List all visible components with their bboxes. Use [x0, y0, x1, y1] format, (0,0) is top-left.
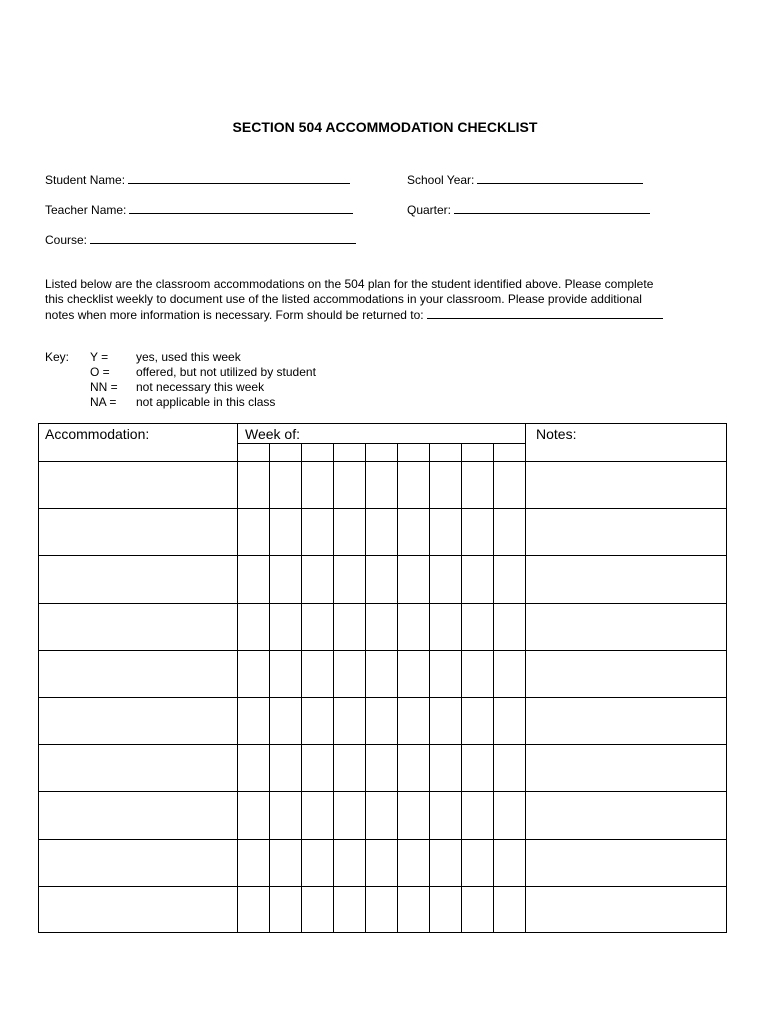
key-code: Y = — [90, 350, 109, 364]
accommodation-cell[interactable] — [39, 508, 237, 555]
week-check-cell[interactable] — [237, 508, 269, 555]
key-desc: offered, but not utilized by student — [136, 365, 316, 379]
week-check-cell[interactable] — [365, 744, 397, 791]
week-date-cell[interactable] — [301, 443, 333, 461]
week-check-cell[interactable] — [493, 603, 525, 650]
week-check-cell[interactable] — [333, 555, 365, 602]
week-check-cell[interactable] — [397, 697, 429, 744]
week-check-cell[interactable] — [365, 508, 397, 555]
week-check-cell[interactable] — [301, 461, 333, 508]
week-check-cell[interactable] — [429, 697, 461, 744]
week-check-cell[interactable] — [461, 886, 493, 933]
key-code: NN = — [90, 380, 118, 394]
quarter-line[interactable] — [454, 202, 650, 214]
week-check-cell[interactable] — [301, 603, 333, 650]
week-check-cell[interactable] — [333, 697, 365, 744]
week-check-cell[interactable] — [269, 886, 301, 933]
week-check-cell[interactable] — [461, 744, 493, 791]
instructions-line-1: Listed below are the classroom accommodations on the 504 plan for the student identified above. Please complete — [45, 277, 654, 291]
week-check-cell[interactable] — [429, 839, 461, 886]
student-name-label: Student Name: — [45, 173, 126, 187]
week-check-cell[interactable] — [493, 886, 525, 933]
course-line[interactable] — [90, 232, 356, 244]
accommodation-cell[interactable] — [39, 886, 237, 933]
return-to-line[interactable] — [427, 307, 663, 319]
week-date-cell[interactable] — [269, 443, 301, 461]
week-check-cell[interactable] — [333, 508, 365, 555]
week-check-cell[interactable] — [269, 555, 301, 602]
notes-header: Notes: — [536, 426, 577, 442]
accommodation-cell[interactable] — [39, 697, 237, 744]
week-check-cell[interactable] — [301, 555, 333, 602]
week-check-cell[interactable] — [397, 791, 429, 838]
key-desc: not necessary this week — [136, 380, 265, 394]
notes-cell[interactable] — [525, 603, 726, 650]
key-code: NA = — [90, 395, 117, 409]
week-check-cell[interactable] — [301, 744, 333, 791]
key-desc: not applicable in this class — [136, 395, 276, 409]
week-check-cell[interactable] — [237, 839, 269, 886]
instructions-paragraph — [45, 277, 735, 323]
week-check-cell[interactable] — [237, 555, 269, 602]
week-check-cell[interactable] — [333, 650, 365, 697]
quarter-field[interactable] — [407, 202, 650, 217]
week-check-cell[interactable] — [429, 555, 461, 602]
week-check-cell[interactable] — [493, 697, 525, 744]
teacher-name-label: Teacher Name: — [45, 203, 127, 217]
course-field[interactable] — [45, 232, 356, 247]
school-year-field[interactable] — [407, 172, 643, 187]
week-check-cell[interactable] — [461, 508, 493, 555]
week-check-cell[interactable] — [365, 461, 397, 508]
notes-cell[interactable] — [525, 791, 726, 838]
week-check-cell[interactable] — [333, 744, 365, 791]
week-check-cell[interactable] — [429, 791, 461, 838]
week-check-cell[interactable] — [397, 461, 429, 508]
student-name-field[interactable] — [45, 172, 350, 187]
week-check-cell[interactable] — [269, 508, 301, 555]
week-check-cell[interactable] — [429, 603, 461, 650]
week-check-cell[interactable] — [397, 555, 429, 602]
key-code: O = — [90, 365, 110, 379]
week-check-cell[interactable] — [301, 839, 333, 886]
week-check-cell[interactable] — [301, 791, 333, 838]
week-check-cell[interactable] — [237, 697, 269, 744]
accommodation-cell[interactable] — [39, 839, 237, 886]
week-check-cell[interactable] — [237, 461, 269, 508]
week-check-cell[interactable] — [237, 603, 269, 650]
notes-cell[interactable] — [525, 461, 726, 508]
week-check-cell[interactable] — [429, 744, 461, 791]
accommodation-cell[interactable] — [39, 744, 237, 791]
week-check-cell[interactable] — [493, 555, 525, 602]
week-check-cell[interactable] — [333, 886, 365, 933]
key-label: Key: — [45, 350, 70, 364]
week-date-cell[interactable] — [333, 443, 365, 461]
week-check-cell[interactable] — [269, 791, 301, 838]
accommodation-cell[interactable] — [39, 555, 237, 602]
week-check-cell[interactable] — [333, 791, 365, 838]
week-check-cell[interactable] — [397, 508, 429, 555]
week-check-cell[interactable] — [397, 603, 429, 650]
week-check-cell[interactable] — [301, 650, 333, 697]
week-check-cell[interactable] — [269, 697, 301, 744]
week-check-cell[interactable] — [269, 744, 301, 791]
week-check-cell[interactable] — [237, 886, 269, 933]
week-check-cell[interactable] — [461, 697, 493, 744]
notes-cell[interactable] — [525, 508, 726, 555]
week-check-cell[interactable] — [429, 886, 461, 933]
week-check-cell[interactable] — [461, 461, 493, 508]
week-check-cell[interactable] — [269, 650, 301, 697]
week-check-cell[interactable] — [493, 839, 525, 886]
page-title: SECTION 504 ACCOMMODATION CHECKLIST — [232, 119, 538, 135]
student-name-line[interactable] — [128, 172, 350, 184]
week-check-cell[interactable] — [493, 791, 525, 838]
week-check-cell[interactable] — [269, 839, 301, 886]
week-check-cell[interactable] — [461, 791, 493, 838]
week-check-cell[interactable] — [461, 839, 493, 886]
accommodation-cell[interactable] — [39, 650, 237, 697]
notes-cell[interactable] — [525, 697, 726, 744]
week-check-cell[interactable] — [269, 603, 301, 650]
week-check-cell[interactable] — [493, 508, 525, 555]
notes-cell[interactable] — [525, 886, 726, 933]
key-desc: yes, used this week — [136, 350, 241, 364]
accommodation-header: Accommodation: — [45, 426, 150, 442]
week-date-cell[interactable] — [461, 443, 493, 461]
week-check-cell[interactable] — [365, 650, 397, 697]
week-check-cell[interactable] — [237, 650, 269, 697]
week-date-cell[interactable] — [237, 443, 269, 461]
week-check-cell[interactable] — [269, 461, 301, 508]
instructions-line-3: notes when more information is necessary. Form should be returned to: — [45, 308, 424, 322]
week-check-cell[interactable] — [365, 791, 397, 838]
week-of-header: Week of: — [245, 426, 300, 442]
course-label: Course: — [45, 233, 88, 247]
week-date-cell[interactable] — [493, 443, 525, 461]
school-year-line[interactable] — [477, 172, 643, 184]
notes-cell[interactable] — [525, 555, 726, 602]
week-check-cell[interactable] — [333, 839, 365, 886]
week-check-cell[interactable] — [397, 839, 429, 886]
week-check-cell[interactable] — [397, 886, 429, 933]
week-check-cell[interactable] — [493, 744, 525, 791]
week-date-cell[interactable] — [397, 443, 429, 461]
week-check-cell[interactable] — [365, 603, 397, 650]
week-check-cell[interactable] — [365, 886, 397, 933]
week-check-cell[interactable] — [365, 697, 397, 744]
accommodation-cell[interactable] — [39, 461, 237, 508]
week-date-cell[interactable] — [429, 443, 461, 461]
week-check-cell[interactable] — [301, 697, 333, 744]
week-check-cell[interactable] — [333, 461, 365, 508]
week-check-cell[interactable] — [429, 650, 461, 697]
accommodation-cell[interactable] — [39, 603, 237, 650]
notes-cell[interactable] — [525, 650, 726, 697]
week-check-cell[interactable] — [397, 650, 429, 697]
notes-cell[interactable] — [525, 839, 726, 886]
week-check-cell[interactable] — [461, 650, 493, 697]
week-check-cell[interactable] — [429, 461, 461, 508]
week-check-cell[interactable] — [461, 603, 493, 650]
teacher-name-field[interactable] — [45, 202, 353, 217]
week-check-cell[interactable] — [397, 744, 429, 791]
week-check-cell[interactable] — [301, 886, 333, 933]
quarter-label: Quarter: — [407, 203, 452, 217]
week-date-cell[interactable] — [365, 443, 397, 461]
week-check-cell[interactable] — [493, 461, 525, 508]
week-check-cell[interactable] — [461, 555, 493, 602]
instructions-line-2: this checklist weekly to document use of the listed accommodations in your classroom. Please provide additional — [45, 292, 642, 306]
school-year-label: School Year: — [407, 173, 475, 187]
week-check-cell[interactable] — [365, 839, 397, 886]
week-check-cell[interactable] — [365, 555, 397, 602]
week-check-cell[interactable] — [493, 650, 525, 697]
notes-cell[interactable] — [525, 744, 726, 791]
week-check-cell[interactable] — [429, 508, 461, 555]
accommodation-cell[interactable] — [39, 791, 237, 838]
week-check-cell[interactable] — [333, 603, 365, 650]
week-check-cell[interactable] — [237, 791, 269, 838]
week-check-cell[interactable] — [301, 508, 333, 555]
accommodation-table — [38, 423, 727, 933]
week-check-cell[interactable] — [237, 744, 269, 791]
teacher-name-line[interactable] — [129, 202, 353, 214]
